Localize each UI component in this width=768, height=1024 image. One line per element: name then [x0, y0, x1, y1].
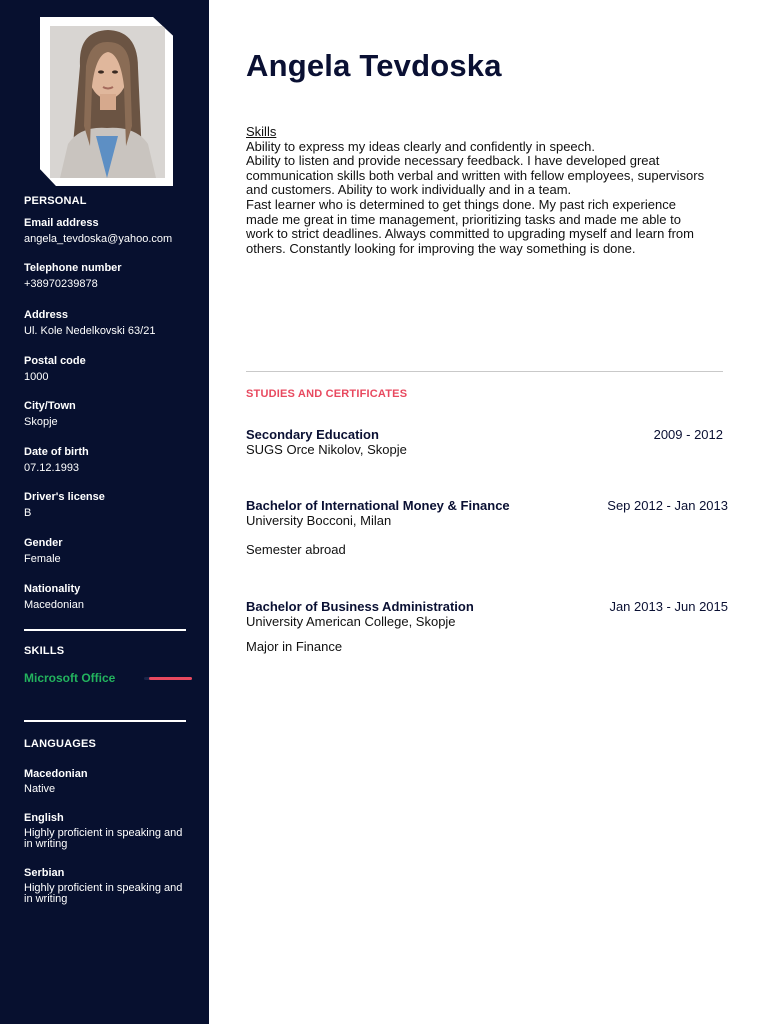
education-note: Major in Finance	[246, 639, 343, 654]
education-title: Bachelor of Business Administration	[246, 599, 474, 614]
city-value: Skopje	[24, 416, 58, 428]
personal-nationality	[24, 582, 194, 612]
education-title: Secondary Education	[246, 427, 379, 442]
drivers-license-value: B	[24, 507, 32, 519]
education-place: University Bocconi, Milan	[246, 513, 392, 528]
education-place: SUGS Orce Nikolov, Skopje	[246, 442, 407, 457]
language-item	[24, 767, 194, 795]
nationality-value: Macedonian	[24, 599, 84, 611]
personal-telephone	[24, 261, 194, 291]
language-item	[24, 811, 184, 850]
date-of-birth-label: Date of birth	[24, 446, 89, 458]
sidebar-divider	[24, 629, 186, 631]
skills-line: others. Constantly looking for improving the way something is done.	[246, 240, 636, 256]
personal-email	[24, 216, 194, 246]
language-level: Highly proficient in speaking and in writing	[24, 882, 183, 905]
sidebar	[0, 0, 209, 1024]
telephone-label: Telephone number	[24, 262, 122, 274]
personal-drivers-license	[24, 490, 194, 520]
skills-line: communication skills both verbal and written with fellow employees, supervisors	[246, 167, 705, 183]
address-value: Ul. Kole Nedelkovski 63/21	[24, 325, 156, 337]
skills-summary	[246, 125, 726, 256]
skills-section-title: SKILLS	[24, 645, 65, 657]
gender-label: Gender	[24, 537, 63, 549]
skill-name: Microsoft Office	[24, 671, 116, 685]
city-label: City/Town	[24, 400, 76, 412]
personal-section-title: PERSONAL	[24, 195, 87, 207]
skill-level-fill	[149, 677, 192, 680]
education-date: Sep 2012 - Jan 2013	[607, 498, 728, 513]
sidebar-divider	[24, 720, 186, 722]
section-divider	[246, 371, 723, 372]
profile-photo	[50, 26, 165, 178]
education-date: Jan 2013 - Jun 2015	[609, 599, 728, 614]
education-title: Bachelor of International Money & Finance	[246, 498, 510, 513]
studies-section-title: STUDIES AND CERTIFICATES	[246, 388, 408, 400]
drivers-license-label: Driver's license	[24, 491, 105, 503]
education-date: 2009 - 2012	[653, 427, 723, 442]
education-entry	[246, 498, 728, 557]
address-label: Address	[24, 309, 69, 321]
education-entry	[246, 427, 728, 457]
skills-line: Ability to listen and provide necessary feedback. I have developed great	[246, 153, 660, 169]
personal-city	[24, 399, 194, 429]
languages-section-title: LANGUAGES	[24, 738, 97, 750]
profile-photo-frame	[40, 17, 173, 186]
skill-level-bar	[144, 677, 192, 680]
postal-code-label: Postal code	[24, 355, 86, 367]
candidate-name: Angela Tevdoska	[246, 48, 502, 83]
language-name: English	[24, 812, 64, 824]
email-label: Email address	[24, 217, 99, 229]
date-of-birth-value: 07.12.1993	[24, 462, 80, 474]
education-note: Semester abroad	[246, 542, 346, 557]
telephone-value: +38970239878	[24, 278, 98, 290]
language-item	[24, 866, 184, 905]
email-value: angela_tevdoska@yahoo.com	[24, 233, 173, 245]
language-name: Serbian	[24, 867, 65, 879]
personal-address	[24, 308, 194, 338]
language-level: Native	[24, 783, 56, 795]
skills-line: Ability to express my ideas clearly and confidently in speech.	[246, 138, 596, 154]
language-level: Highly proficient in speaking and in writing	[24, 827, 183, 850]
skills-line: work to strict deadlines. Always committed to upgrading myself and learn from	[246, 226, 694, 242]
language-name: Macedonian	[24, 768, 88, 780]
personal-postal-code	[24, 354, 194, 384]
postal-code-value: 1000	[24, 371, 49, 383]
gender-value: Female	[24, 553, 61, 565]
skills-line: Fast learner who is determined to get things done. My past rich experience	[246, 196, 676, 212]
education-entry	[246, 599, 728, 654]
skills-line: and customers. Ability to work individually and in a team.	[246, 182, 572, 198]
personal-gender	[24, 536, 194, 566]
skills-line: made me great in time management, prioritizing tasks and made me able to	[246, 211, 681, 227]
skill-item	[24, 671, 192, 687]
skills-heading: Skills	[246, 124, 277, 139]
education-place: University American College, Skopje	[246, 614, 456, 629]
nationality-label: Nationality	[24, 583, 81, 595]
personal-date-of-birth	[24, 445, 194, 475]
